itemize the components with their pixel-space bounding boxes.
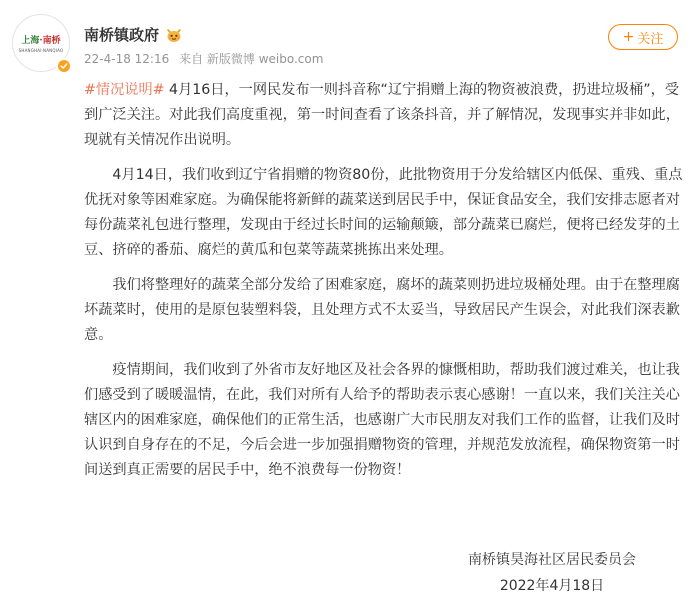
paragraph-1-text: 4月16日，一网民发布一则抖音称“辽宁捐赠上海的物资被浪费，扔进垃圾桶”，受到广泛关注。对此我们高度重视，第一时间查看了该条抖音，并了解情况，发现事实并非如此，现就有关情况作出说明。 [84, 82, 680, 148]
follow-button-label: 关注 [637, 31, 664, 47]
post-paragraph-3: 我们将整理好的蔬菜全部分发给了困难家庭，腐坏的蔬菜则扔进垃圾桶处理。由于在整理腐坏蔬菜时，使用的是原包装塑料袋，且处理方式不太妥当，导致居民产生误会，对此我们深表歉意。 [84, 277, 680, 343]
post-paragraph-1 [84, 78, 684, 153]
fan-badge-icon[interactable] [165, 27, 183, 43]
author-row [84, 24, 183, 45]
signature-block [468, 548, 636, 598]
post-content [84, 78, 684, 483]
post-timestamp[interactable]: 22-4-18 12:16 [84, 52, 170, 66]
post-header [0, 0, 700, 78]
plus-icon: + [622, 29, 635, 45]
signature-org: 南桥镇昊海社区居民委员会 [468, 552, 636, 568]
avatar-logo-title: 上海·南桥 [21, 36, 61, 46]
verified-badge-icon [56, 58, 72, 74]
post-paragraph-2: 4月14日，我们收到辽宁省捐赠的物资80份，此批物资用于分发给辖区内低保、重残、重点优抚对象等困难家庭。为确保能将新鲜的蔬菜送到居民手中，保证食品安全，我们安排志愿者对每份蔬菜礼包进行整理，发现由于经过长时间的运输颠簸，部分蔬菜已腐烂，便将已经发芽的土豆、挤碎的番茄、腐烂的黄瓜和包菜等蔬菜挑拣出来处理。 [84, 167, 683, 258]
hashtag-link[interactable]: #情况说明# [84, 82, 165, 98]
follow-button[interactable] [608, 24, 678, 50]
post-paragraph-4: 疫情期间，我们收到了外省市友好地区及社会各界的慷慨相助，帮助我们渡过难关，也让我们感受到了暖暖温情，在此，我们对所有人给予的帮助表示衷心感谢！一直以来，我们关注关心辖区内的困难家庭，确保他们的正常生活，也感谢广大市民朋友对我们工作的监督，让我们及时认识到自身存在的不足，今后会进一步加强捐赠物资的管理，并规范发放流程，确保物资第一时间送到真正需要的居民手中，绝不浪费每一份物资！ [84, 362, 680, 478]
post-source: 来自 新版微博 weibo.com [179, 52, 324, 66]
author-name[interactable]: 南桥镇政府 [84, 26, 160, 44]
signature-date: 2022年4月18日 [499, 578, 605, 594]
avatar-logo-subtitle: SHANGHAI·NANQIAO [18, 48, 64, 53]
avatar[interactable] [12, 14, 72, 74]
post-meta [84, 50, 329, 67]
